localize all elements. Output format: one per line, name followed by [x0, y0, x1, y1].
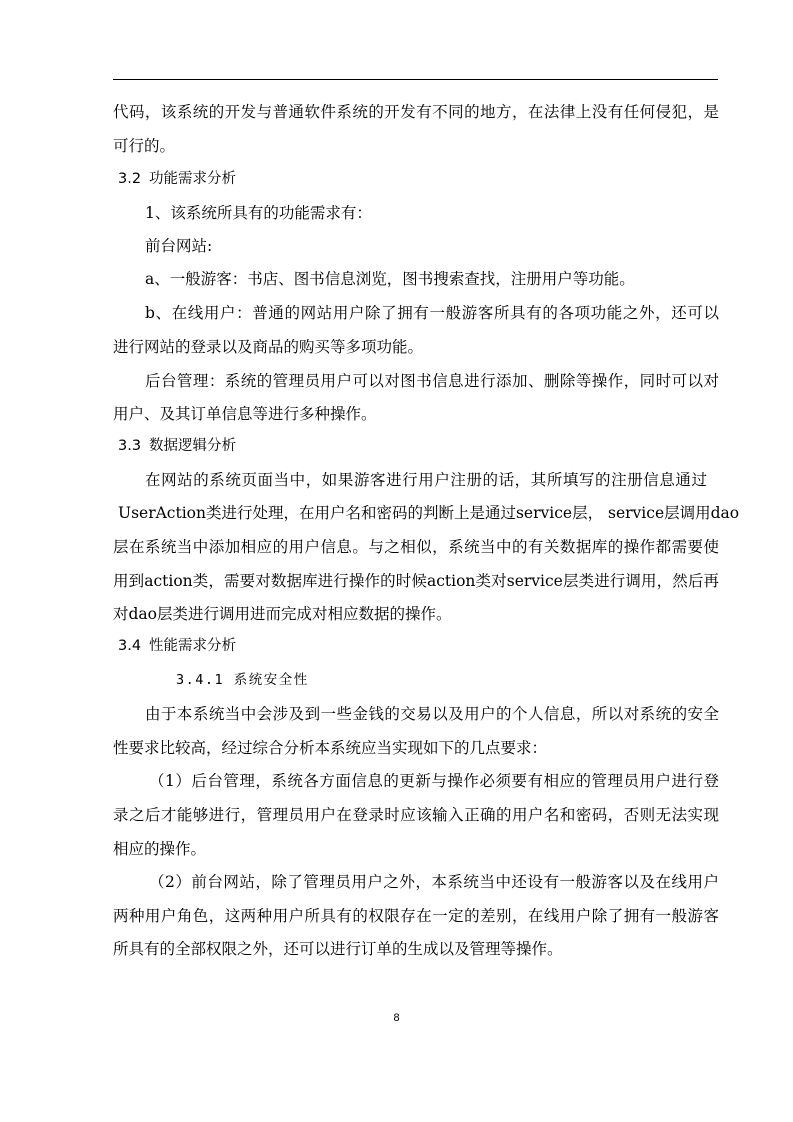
heading-number: 3.4 — [118, 638, 142, 654]
body-text-line: UserAction类进行处理，在用户名和密码的判断上是通过service层， service层调用dao — [118, 504, 740, 522]
body-text-line: 进行网站的登录以及商品的购买等多项功能。 — [113, 338, 424, 356]
body-text-line: b、在线用户：普通的网站用户除了拥有一般游客所具有的各项功能之外，还可以 — [145, 304, 719, 322]
body-text-line: 相应的操作。 — [113, 840, 207, 858]
body-text-line: 可行的。 — [113, 137, 176, 155]
page-number: 8 — [393, 1012, 400, 1024]
body-text-line: 在网站的系统页面当中，如果游客进行用户注册的话，其所填写的注册信息通过 — [145, 471, 707, 489]
subsection-heading-3-4-1: 3.4.1 系统安全性 — [176, 672, 309, 688]
body-text-line: 后台管理：系统的管理员用户可以对图书信息进行添加、删除等操作，同时可以对 — [145, 372, 719, 390]
heading-text: 性能需求分析 — [149, 638, 236, 654]
heading-number: 3.2 — [118, 171, 142, 187]
body-text-line: 所具有的全部权限之外，还可以进行订单的生成以及管理等操作。 — [113, 940, 563, 958]
body-text-line: 由于本系统当中会涉及到一些金钱的交易以及用户的个人信息，所以对系统的安全 — [145, 705, 719, 723]
heading-text: 功能需求分析 — [149, 171, 236, 187]
heading-number: 3.3 — [118, 438, 142, 454]
body-text-line: 用到action类，需要对数据库进行操作的时候action类对service层类进行调用，然后再 — [113, 572, 719, 590]
body-text-line: 两种用户角色，这两种用户所具有的权限存在一定的差别，在线用户除了拥有一般游客 — [113, 907, 719, 925]
body-text-line: 代码，该系统的开发与普通软件系统的开发有不同的地方，在法律上没有任何侵犯，是 — [113, 103, 719, 121]
body-text-line: 录之后才能够进行，管理员用户在登录时应该输入正确的用户名和密码，否则无法实现 — [113, 806, 719, 824]
body-text-line: （1）后台管理，系统各方面信息的更新与操作必须要有相应的管理员用户进行登 — [149, 772, 719, 790]
body-text-line: 用户、及其订单信息等进行多种操作。 — [113, 405, 377, 423]
body-text-line: （2）前台网站，除了管理员用户之外，本系统当中还设有一般游客以及在线用户 — [149, 873, 719, 891]
header-rule — [113, 79, 718, 80]
section-heading-3-2 — [118, 168, 724, 190]
body-text-line: 前台网站: — [145, 237, 213, 255]
heading-text: 数据逻辑分析 — [149, 438, 236, 454]
body-text-line: 性要求比较高，经过综合分析本系统应当实现如下的几点要求： — [113, 739, 548, 757]
section-heading-3-4 — [118, 635, 724, 657]
section-heading-3-3 — [118, 435, 724, 457]
body-text-line: 对dao层类进行调用进而完成对相应数据的操作。 — [113, 605, 452, 623]
body-text-line: 1、该系统所具有的功能需求有： — [145, 204, 372, 222]
body-text-line: 层在系统当中添加相应的用户信息。与之相似，系统当中的有关数据库的操作都需要使 — [113, 538, 719, 556]
body-text-line: a、一般游客：书店、图书信息浏览，图书搜索查找，注册用户等功能。 — [145, 270, 635, 288]
